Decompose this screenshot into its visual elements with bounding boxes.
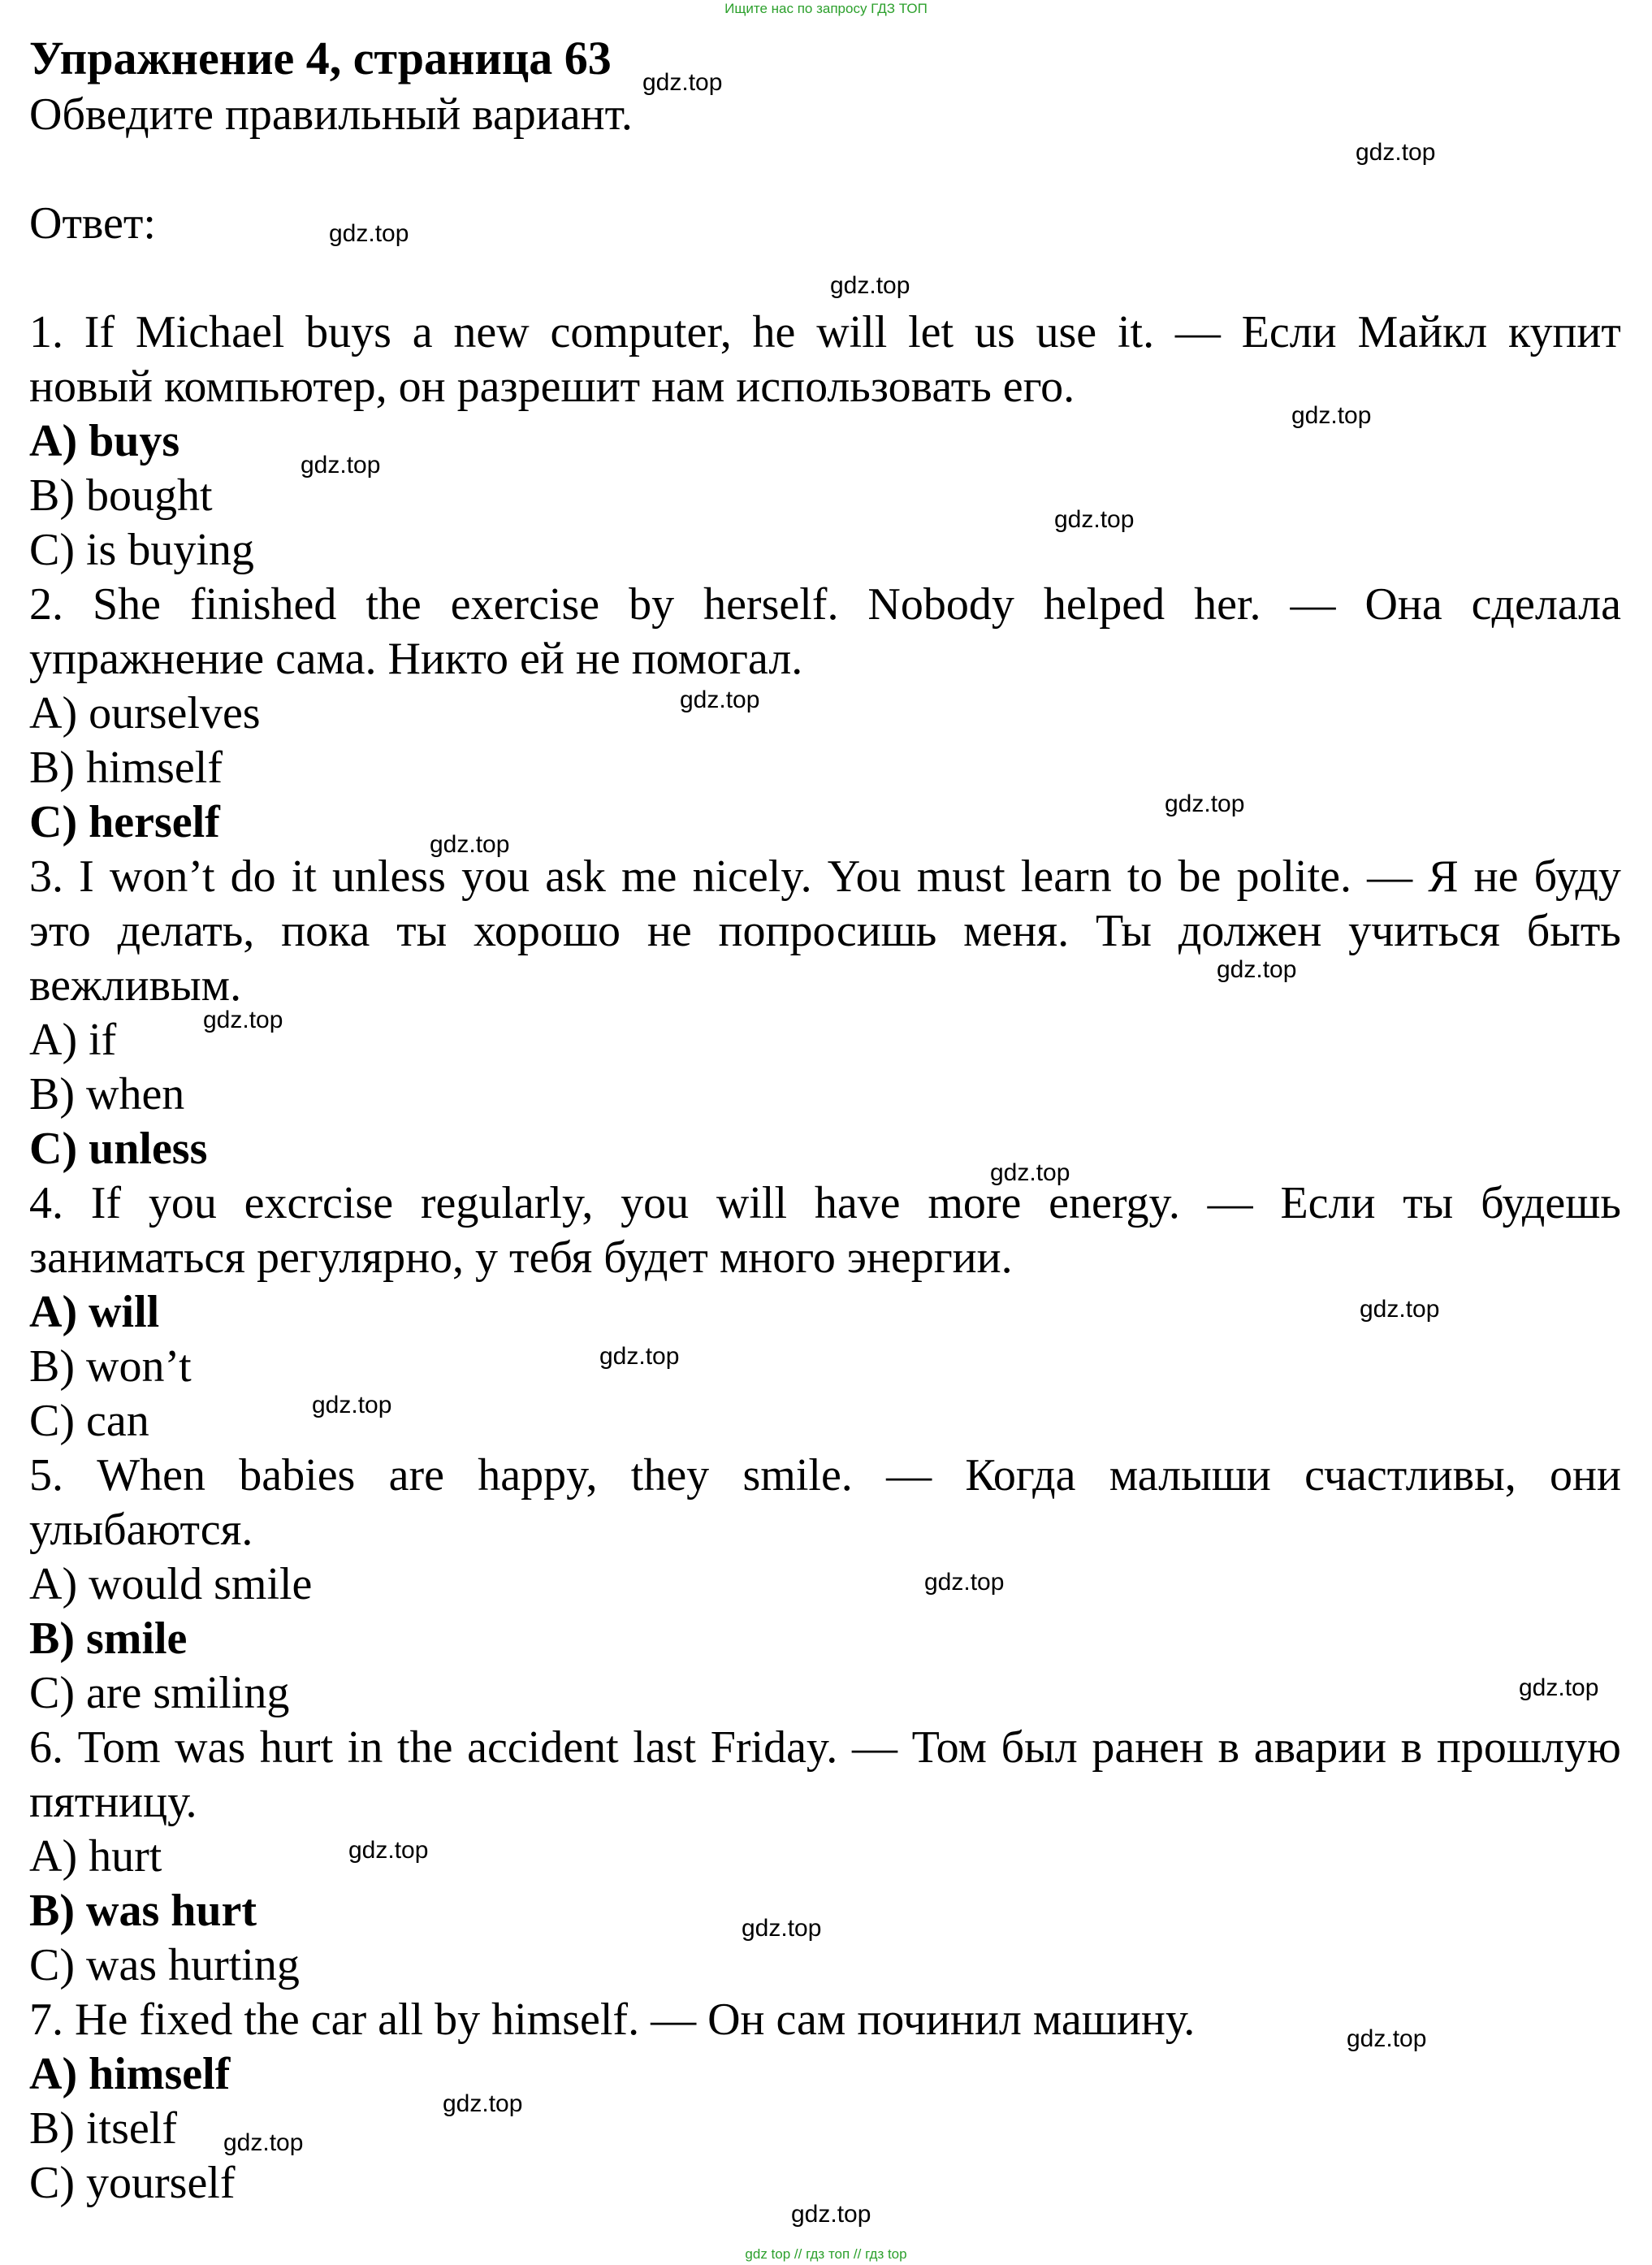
watermark: gdz.top	[742, 1915, 822, 1942]
item-4-option-a-correct: A) will	[29, 1287, 160, 1337]
watermark: gdz.top	[1165, 790, 1245, 817]
item-3-line-3: вежливым.	[29, 960, 242, 1011]
item-4-line-2: заниматься регулярно, у тебя будет много энергии.	[29, 1232, 1013, 1283]
item-1-option-b: B) bought	[29, 470, 213, 521]
watermark: gdz.top	[1356, 139, 1436, 166]
item-3-option-a: A) if	[29, 1015, 117, 1065]
item-5-option-b-correct: B) smile	[29, 1613, 188, 1664]
item-2-line-1: 2. She finished the exercise by herself. Nobody helped her. — Она сделала	[29, 579, 1621, 630]
watermark: gdz.top	[301, 452, 381, 479]
item-4-option-c: C) can	[29, 1396, 149, 1446]
answer-label: Ответ:	[29, 198, 156, 249]
item-6-option-a: A) hurt	[29, 1831, 162, 1882]
item-1-option-c: C) is buying	[29, 525, 254, 575]
watermark: gdz.top	[680, 686, 760, 713]
item-2-option-b: B) himself	[29, 743, 223, 793]
item-7-option-c: C) yourself	[29, 2158, 236, 2208]
watermark: gdz.top	[791, 2201, 871, 2228]
item-3-option-b: B) when	[29, 1069, 185, 1120]
watermark: gdz.top	[1217, 956, 1297, 983]
item-3-option-c-correct: C) unless	[29, 1124, 208, 1174]
item-1-option-a-correct: A) buys	[29, 416, 180, 466]
watermark: gdz.top	[329, 220, 409, 247]
watermark: gdz.top	[1360, 1296, 1440, 1323]
item-1-line-1: 1. If Michael buys a new computer, he will let us use it. — Если Майкл купит	[29, 307, 1621, 357]
item-5-line-2: улыбаются.	[29, 1505, 253, 1555]
item-2-line-2: упражнение сама. Никто ей не помогал.	[29, 634, 803, 684]
watermark: gdz.top	[642, 69, 723, 96]
watermark: gdz.top	[924, 1569, 1005, 1596]
instruction: Обведите правильный вариант.	[29, 89, 633, 140]
watermark: gdz.top	[223, 2129, 304, 2156]
watermark: gdz.top	[348, 1837, 429, 1864]
watermark: gdz.top	[1519, 1674, 1599, 1701]
watermark: gdz.top	[830, 272, 910, 299]
item-7-option-b: B) itself	[29, 2103, 177, 2154]
item-6-line-1: 6. Tom was hurt in the accident last Friday. — Том был ранен в аварии в прошлую	[29, 1722, 1621, 1773]
watermark: gdz.top	[1347, 2025, 1427, 2052]
item-6-option-c: C) was hurting	[29, 1940, 300, 1990]
item-7-line-1: 7. He fixed the car all by himself. — Он сам починил машину.	[29, 1994, 1196, 2045]
item-7-option-a-correct: A) himself	[29, 2049, 231, 2099]
watermark: gdz.top	[1054, 506, 1135, 533]
item-4-option-b: B) won’t	[29, 1341, 192, 1392]
item-5-option-c: C) are smiling	[29, 1668, 290, 1718]
item-2-option-c-correct: C) herself	[29, 797, 220, 847]
watermark: gdz.top	[599, 1343, 680, 1370]
watermark: gdz.top	[990, 1159, 1070, 1186]
watermark: gdz.top	[312, 1392, 392, 1418]
watermark: gdz.top	[443, 2090, 523, 2117]
item-1-line-2: новый компьютер, он разрешит нам использовать его.	[29, 362, 1075, 412]
item-3-line-2: это делать, пока ты хорошо не попросишь меня. Ты должен учиться быть	[29, 906, 1621, 956]
item-5-line-1: 5. When babies are happy, they smile. — Когда малыши счастливы, они	[29, 1450, 1621, 1501]
item-2-option-a: A) ourselves	[29, 688, 261, 738]
watermark: gdz.top	[430, 831, 510, 858]
item-6-line-2: пятницу.	[29, 1777, 197, 1827]
watermark: gdz.top	[203, 1007, 283, 1033]
watermark: gdz.top	[1291, 402, 1372, 429]
item-4-line-1: 4. If you excrcise regularly, you will have more energy. — Если ты будешь	[29, 1178, 1621, 1228]
bottom-banner[interactable]: gdz top // гдз топ // гдз top	[745, 2246, 907, 2262]
item-6-option-b-correct: B) was hurt	[29, 1886, 257, 1936]
top-banner[interactable]: Ищите нас по запросу ГДЗ ТОП	[724, 1, 928, 16]
page-title: Упражнение 4, страница 63	[29, 32, 612, 84]
item-3-line-1: 3. I won’t do it unless you ask me nicely. You must learn to be polite. — Я не буду	[29, 851, 1621, 902]
item-5-option-a: A) would smile	[29, 1559, 313, 1609]
